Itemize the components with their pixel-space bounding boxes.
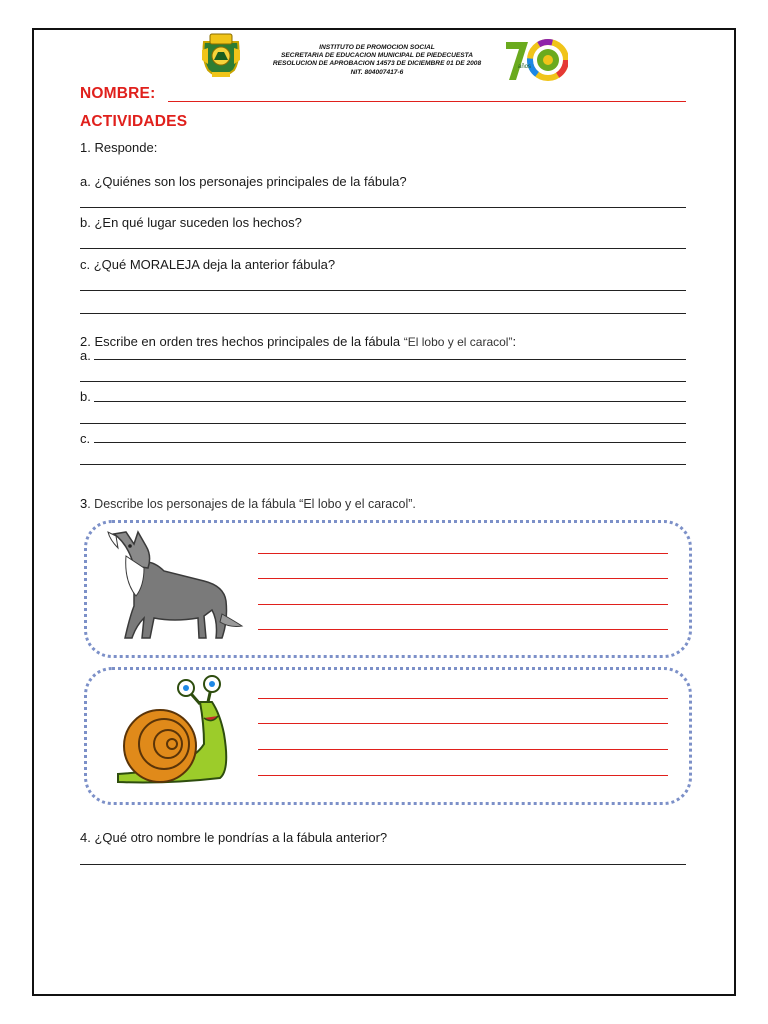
snail-answer-line-4[interactable]	[258, 775, 668, 776]
q1b-answer-line[interactable]	[80, 248, 686, 249]
wolf-illustration	[104, 526, 244, 646]
q2c-label: c.	[80, 431, 91, 446]
q3-number: 3	[80, 496, 88, 511]
header-line-4: NIT. 804007417-6	[350, 68, 404, 76]
q2-title-text: 2. Escribe en orden tres hechos principales de la fábula	[80, 334, 404, 349]
header-line-3: RESOLUCION DE APROBACION 14573 DE DICIEMBRE 01 DE 2008	[272, 60, 482, 68]
q1b-text: b. ¿En qué lugar suceden los hechos?	[80, 215, 302, 230]
q3-title	[80, 496, 416, 511]
q2a-label: a.	[80, 348, 91, 363]
q3-text: . Describe los personajes de la fábula “El lobo y el caracol”.	[87, 497, 416, 511]
q2c-answer-line-2[interactable]	[80, 464, 686, 465]
snail-illustration	[108, 674, 238, 792]
q1c-answer-line-2[interactable]	[80, 313, 686, 314]
q1c-answer-line-1[interactable]	[80, 290, 686, 291]
q4-answer-line[interactable]	[80, 864, 686, 865]
q1c-text: c. ¿Qué MORALEJA deja la anterior fábula?	[80, 257, 336, 272]
header-line-1: INSTITUTO DE PROMOCION SOCIAL	[319, 44, 435, 51]
q2-title-colon: :	[512, 334, 517, 349]
institution-header	[258, 44, 496, 77]
q2-fable-name: “El lobo y el caracol”	[403, 335, 513, 349]
q4-title: 4. ¿Qué otro nombre le pondrías a la fábula anterior?	[80, 830, 388, 845]
q2b-label: b.	[80, 389, 91, 404]
q1a-text: a. ¿Quiénes son los personajes principales de la fábula?	[80, 174, 407, 189]
wolf-answer-line-1[interactable]	[258, 553, 668, 554]
wolf-answer-line-4[interactable]	[258, 629, 668, 630]
nombre-answer-line[interactable]	[168, 101, 686, 102]
anniversary-70-logo-icon	[504, 38, 568, 82]
q2c-answer-line-1[interactable]	[94, 442, 686, 443]
q2a-answer-line-2[interactable]	[80, 381, 686, 382]
school-crest-icon	[200, 30, 242, 82]
q1-title: 1. Responde:	[80, 140, 158, 155]
actividades-title: ACTIVIDADES	[80, 113, 188, 130]
snail-answer-line-3[interactable]	[258, 749, 668, 750]
nombre-label: NOMBRE:	[80, 85, 156, 102]
snail-answer-line-2[interactable]	[258, 723, 668, 724]
q2b-answer-line-1[interactable]	[94, 401, 686, 402]
header-line-2: SECRETARIA DE EDUCACION MUNICIPAL DE PIEDECUESTA	[281, 52, 473, 60]
q2a-answer-line-1[interactable]	[94, 359, 686, 360]
q1a-answer-line[interactable]	[80, 207, 686, 208]
wolf-answer-line-2[interactable]	[258, 578, 668, 579]
svg-text:años: años	[518, 64, 532, 70]
snail-answer-line-1[interactable]	[258, 698, 668, 699]
wolf-answer-line-3[interactable]	[258, 604, 668, 605]
q2b-answer-line-2[interactable]	[80, 423, 686, 424]
q2-title	[80, 334, 516, 349]
